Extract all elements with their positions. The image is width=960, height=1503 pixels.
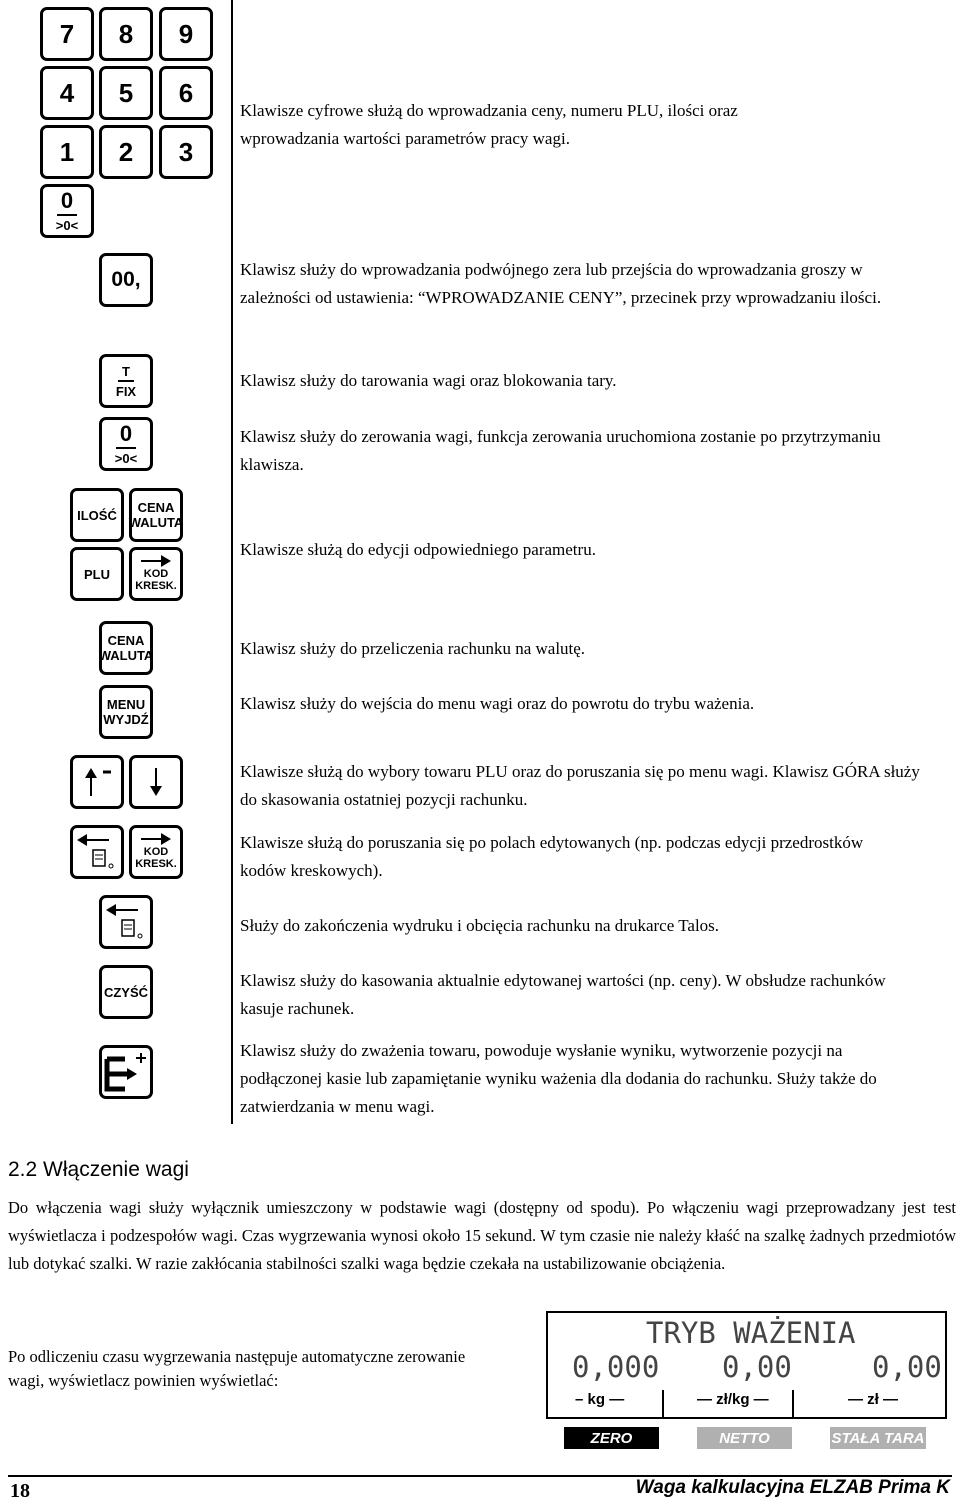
key-up[interactable] [70,755,124,809]
arrow-left-paper-icon [75,830,119,874]
key-ilosc[interactable]: ILOŚĆ [70,488,124,542]
key-1[interactable]: 1 [40,125,94,179]
desc-edit: Klawisze służą do edycji odpowiedniego parametru. [240,540,596,559]
key-tare[interactable]: T FIX [99,354,153,408]
key-cena-waluta[interactable]: CENA WALUTA [129,488,183,542]
key-double-zero[interactable]: 00, [99,253,153,307]
section-paragraph: Do włączenia wagi służy wyłącznik umieszczony w podstawie wagi (dostępny od spodu). Po włączeniu wagi przeprowadzany jest test wyświetlacza i podzespołów wagi. Czas wygrzewania wynosi około 15 sekund. W tym czasie nie należy kłaść na szalkę żadnych przedmiotów lub dotykać szalki. W razie zakłócania stabilności szalki waga będzie czekała na ustabilizowanie obciążenia. [8,1198,956,1273]
key-6[interactable]: 6 [159,66,213,120]
unit-price: — zł/kg — [697,1391,769,1408]
key-clear[interactable]: CZYŚĆ [99,965,153,1019]
unit-kg: – kg — [575,1391,625,1408]
key-cut[interactable] [99,895,153,949]
desc-clear: Klawisz służy do kasowania aktualnie edytowanej wartości (np. ceny). W obsłudze rachunków kasuje rachunek. [240,971,886,1018]
desc-currency: Klawisz służy do przeliczenia rachunku na walutę. [240,639,586,658]
key-currency[interactable]: CENA WALUTA [99,621,153,675]
display-total: 0,00 [872,1350,942,1384]
desc-double-zero: Klawisz służy do wprowadzania podwójnego zera lub przejścia do wprowadzania groszy w zależności od ustawienia: “WPROWADZANIE CENY”, przecinek przy wprowadzaniu ilości. [240,260,882,307]
key-3[interactable]: 3 [159,125,213,179]
display-mode: TRYB WAŻENIA [646,1316,856,1350]
desc-menu: Klawisz służy do wejścia do menu wagi oraz do powrotu do trybu ważenia. [240,694,755,713]
key-enter[interactable] [99,1045,153,1099]
arrow-right-icon [139,554,173,568]
key-down[interactable] [129,755,183,809]
key-zero[interactable]: 0 >0< [99,417,153,471]
key-8[interactable]: 8 [99,7,153,61]
desc-zero: Klawisz służy do zerowania wagi, funkcja zerowania uruchomiona zostanie po przytrzymaniu klawisza. [240,427,881,474]
arrow-up-icon [77,762,117,802]
desc-updown: Klawisze służą do wybory towaru PLU oraz do poruszania się po menu wagi. Klawisz GÓRA służy do skasowania ostatniej pozycji rachunku. [240,762,920,809]
key-0[interactable]: 0 >0< [40,184,94,238]
desc-enter: Klawisz służy do zważenia towaru, powoduje wysłanie wyniku, wytworzenie pozycji na podłączonej kasie lub zapamiętanie wyniku ważenia dla dodania do rachunku. Służy także do zatwierdzania w menu wagi. [240,1041,877,1116]
indicator-zero: ZERO [564,1427,659,1449]
key-4[interactable]: 4 [40,66,94,120]
enter-plus-icon [103,1049,149,1095]
section-paragraph-2: Po odliczeniu czasu wygrzewania następuje automatyczne zerowanie wagi, wyświetlacz powinien wyświetlać: [8,1347,466,1390]
key-5[interactable]: 5 [99,66,153,120]
key-9[interactable]: 9 [159,7,213,61]
key-7[interactable]: 7 [40,7,94,61]
footer-page-number: 18 [10,1480,30,1502]
display-separator [662,1390,664,1418]
unit-total: — zł — [848,1391,899,1408]
desc-leftright: Klawisze służą do poruszania się po polach edytowanych (np. podczas edycji przedrostków kodów kreskowych). [240,833,864,880]
display-price: 0,00 [722,1350,792,1384]
indicator-netto: NETTO [697,1427,792,1449]
indicator-stala-tara: STAŁA TARA [830,1427,926,1449]
desc-tare: Klawisz służy do tarowania wagi oraz blokowania tary. [240,371,617,390]
section-title: 2.2 Włączenie wagi [8,1158,189,1181]
key-plu[interactable]: PLU [70,547,124,601]
key-kod-kresk[interactable]: KOD KRESK. [129,547,183,601]
key-right[interactable]: KOD KRESK. [129,825,183,879]
key-left[interactable] [70,825,124,879]
arrow-down-icon [136,762,176,802]
display-weight: 0,000 [572,1350,660,1384]
footer-title: Waga kalkulacyjna ELZAB Prima K [635,1477,950,1498]
display-separator [792,1390,794,1418]
cut-paper-icon [104,900,148,944]
arrow-right-icon [139,832,173,846]
desc-digits: Klawisze cyfrowe służą do wprowadzania ceny, numeru PLU, ilości oraz wprowadzania wartości parametrów pracy wagi. [240,101,738,148]
desc-cut: Służy do zakończenia wydruku i obcięcia rachunku na drukarce Talos. [240,916,720,935]
key-2[interactable]: 2 [99,125,153,179]
key-menu[interactable]: MENU WYJDŹ [99,685,153,739]
column-divider [231,0,233,1124]
